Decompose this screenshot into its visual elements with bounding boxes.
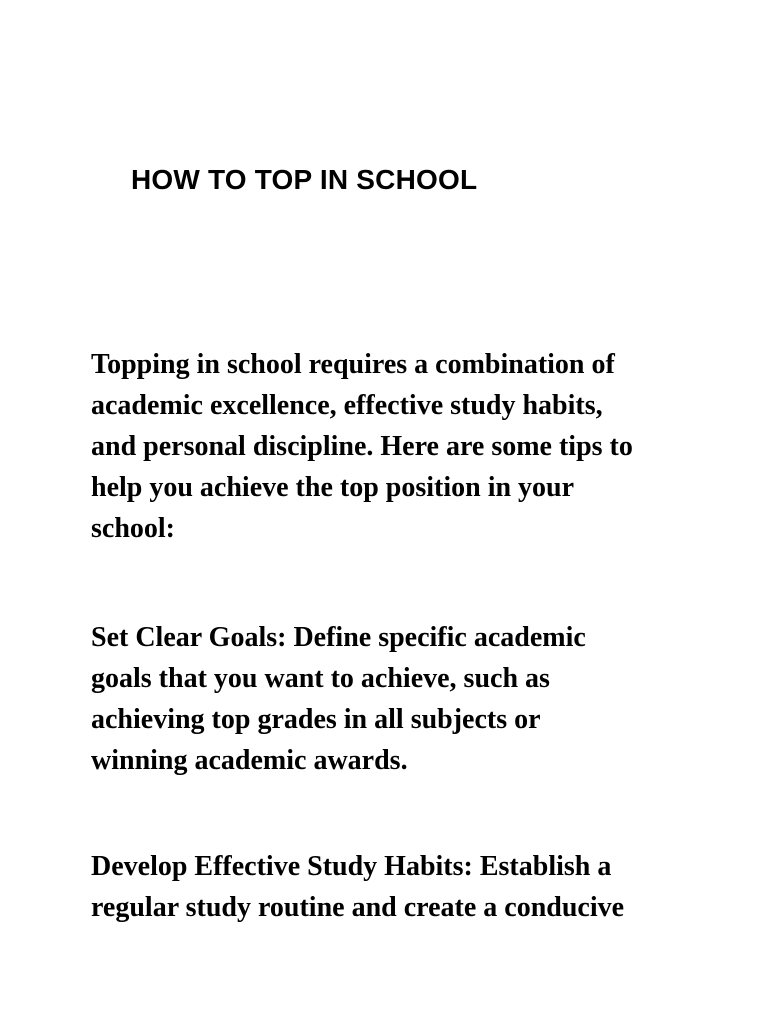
tip-study-habits-paragraph xyxy=(91,846,691,928)
paragraph-line: regular study routine and create a conducive xyxy=(91,892,625,923)
document-title: HOW TO TOP IN SCHOOL xyxy=(131,164,478,195)
paragraph-line: winning academic awards. xyxy=(91,745,408,776)
paragraph-line: achieving top grades in all subjects or xyxy=(91,704,541,735)
paragraph-line: goals that you want to achieve, such as xyxy=(91,663,550,694)
paragraph-line: school: xyxy=(91,513,175,544)
paragraph-line: and personal discipline. Here are some tips to xyxy=(91,431,633,462)
intro-paragraph xyxy=(91,344,691,549)
paragraph-line: help you achieve the top position in your xyxy=(91,472,575,503)
paragraph-line: Topping in school requires a combination of xyxy=(91,349,615,380)
tip-set-clear-goals-paragraph xyxy=(91,617,691,781)
paragraph-line: Set Clear Goals: Define specific academic xyxy=(91,622,586,653)
paragraph-line: academic excellence, effective study habits, xyxy=(91,390,603,421)
paragraph-line: Develop Effective Study Habits: Establish a xyxy=(91,851,612,882)
